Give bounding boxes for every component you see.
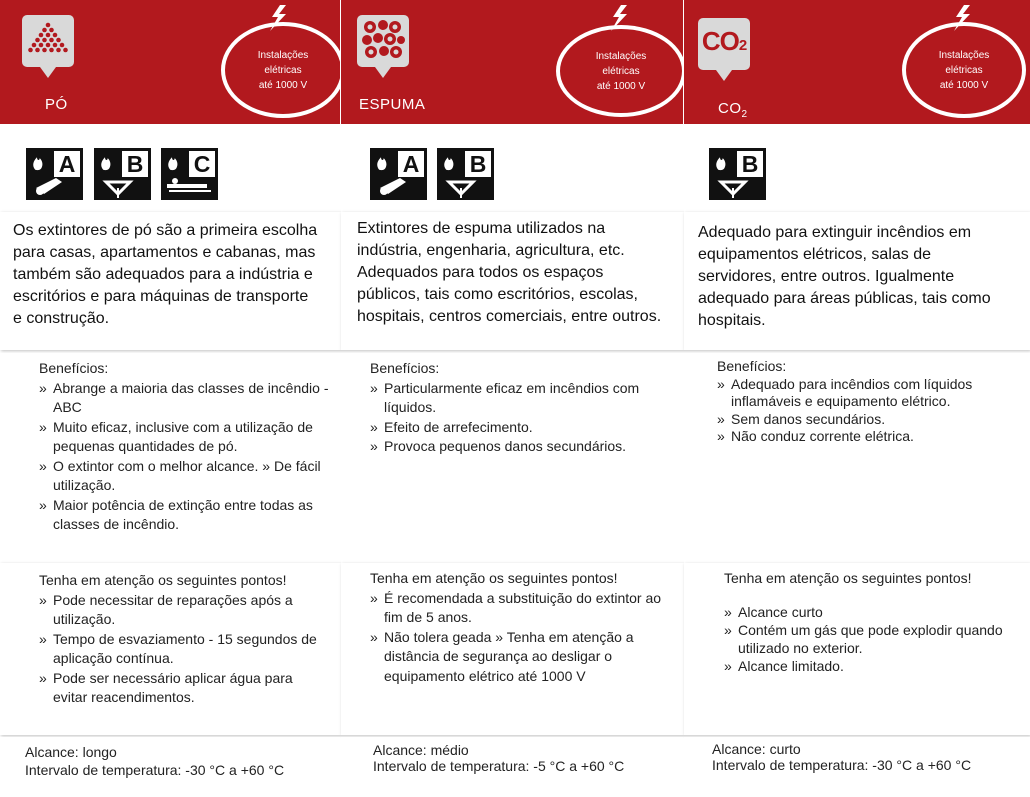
fire-class-c-icon: C	[161, 148, 218, 200]
co2-temperature: Intervalo de temperatura: -30 °C a +60 °C	[712, 757, 972, 773]
foam-benefits-title: Benefícios:	[370, 360, 440, 376]
co2-benefits-list	[717, 376, 1017, 446]
powder-range: Alcance: longo	[25, 744, 117, 760]
benefit-item: » Efeito de arrefecimento.	[370, 418, 670, 438]
fire-class-b-icon: B	[94, 148, 151, 200]
benefit-item: » Maior potência de extinção entre todas as classes de incêndio.	[39, 496, 331, 535]
column-co2	[684, 0, 1030, 797]
benefit-item: » Particularmente eficaz em incêndios com líquidos.	[370, 379, 670, 418]
co2-description-box	[684, 212, 1030, 350]
co2-notes-list	[724, 603, 1019, 675]
foam-header	[341, 0, 683, 124]
note-item: » Não tolera geada » Tenha em atenção a distância de segurança ao desligar o equipamento elétrico até 1000 V	[370, 628, 670, 687]
note-item: » É recomendada a substituição do extintor ao fim de 5 anos.	[370, 589, 670, 628]
benefit-item: » Provoca pequenos danos secundários.	[370, 437, 670, 457]
column-powder	[0, 0, 341, 797]
benefit-item: » Adequado para incêndios com líquidos inflamáveis e equipamento elétrico.	[717, 376, 1017, 411]
powder-description: Os extintores de pó são a primeira escolha para casas, apartamentos e cabanas, mas também são adequados para a indústria e escritórios e para máquinas de transporte e construção.	[13, 222, 318, 327]
foam-specs-box	[341, 737, 684, 797]
fire-class-b-icon: B	[709, 148, 766, 200]
powder-notes-box	[0, 563, 341, 735]
co2-specs-box	[684, 737, 1030, 797]
foam-notes-box	[341, 563, 684, 735]
powder-fire-classes	[0, 124, 341, 212]
foam-notes-title: Tenha em atenção os seguintes pontos!	[370, 570, 618, 586]
co2-benefits-box	[684, 353, 1030, 563]
co2-notes-title: Tenha em atenção os seguintes pontos!	[724, 570, 972, 586]
foam-temperature: Intervalo de temperatura: -5 °C a +60 °C	[373, 758, 625, 774]
powder-notes-list	[39, 591, 329, 708]
fire-class-b-icon: B	[437, 148, 494, 200]
powder-benefits-box	[0, 353, 341, 563]
foam-benefits-box	[341, 353, 684, 563]
co2-description: Adequado para extinguir incêndios em equipamentos elétricos, salas de servidores, entre outros. Igualmente adequado para áreas públicas, tais como hospitais.	[698, 224, 991, 329]
co2-range: Alcance: curto	[712, 741, 801, 757]
note-item: » Alcance curto	[724, 603, 1019, 621]
note-item: » Alcance limitado.	[724, 657, 1019, 675]
co2-header	[684, 0, 1030, 124]
powder-pyramid-icon	[22, 15, 74, 67]
fire-class-a-icon: A	[370, 148, 427, 200]
powder-benefits-list	[39, 379, 331, 535]
benefit-item: » Muito eficaz, inclusive com a utilização de pequenas quantidades de pó.	[39, 418, 331, 457]
co2-badge	[698, 18, 750, 70]
co2-badge-text: CO2	[701, 26, 747, 56]
foam-fire-classes	[341, 124, 684, 212]
column-foam	[341, 0, 684, 797]
foam-notes-list	[370, 589, 670, 687]
powder-type-label: PÓ	[45, 96, 68, 113]
electrical-rating-badge: Instalações elétricas até 1000 V	[556, 25, 686, 117]
powder-specs-box	[0, 737, 341, 797]
note-item: » Pode necessitar de reparações após a utilização.	[39, 591, 329, 630]
co2-notes-box	[684, 563, 1030, 735]
note-item: » Contém um gás que pode explodir quando utilizado no exterior.	[724, 621, 1019, 657]
fire-class-a-icon: A	[26, 148, 83, 200]
powder-header	[0, 0, 340, 124]
foam-benefits-list	[370, 379, 670, 457]
electrical-rating-badge: Instalações elétricas até 1000 V	[902, 22, 1026, 118]
foam-badge	[357, 15, 409, 67]
co2-type-label: $CO_2$	[718, 100, 748, 120]
foam-description: Extintores de espuma utilizados na indústria, engenharia, agricultura, etc. Adequados para todos os espaços públicos, tais como escritórios, escolas, hospitais, centros comerciais, entre outros.	[357, 220, 662, 325]
foam-type-label: ESPUMA	[359, 96, 426, 113]
powder-description-box	[0, 212, 341, 350]
note-item: » Tempo de esvaziamento - 15 segundos de aplicação contínua.	[39, 630, 329, 669]
benefit-item: » Não conduz corrente elétrica.	[717, 428, 1017, 446]
co2-benefits-title: Benefícios:	[717, 358, 787, 374]
powder-benefits-title: Benefícios:	[39, 360, 109, 376]
powder-temperature: Intervalo de temperatura: -30 °C a +60 °C	[25, 762, 285, 778]
powder-badge	[22, 15, 74, 67]
powder-notes-title: Tenha em atenção os seguintes pontos!	[39, 572, 287, 588]
foam-description-box	[341, 212, 684, 350]
foam-range: Alcance: médio	[373, 742, 469, 758]
benefit-item: » Abrange a maioria das classes de incêndio - ABC	[39, 379, 331, 418]
benefit-item: » Sem danos secundários.	[717, 411, 1017, 429]
note-item: » Pode ser necessário aplicar água para evitar reacendimentos.	[39, 669, 329, 708]
benefit-item: » O extintor com o melhor alcance. » De fácil utilização.	[39, 457, 331, 496]
electrical-rating-badge: Instalações elétricas até 1000 V	[221, 22, 345, 118]
foam-bubbles-icon	[357, 15, 409, 67]
co2-fire-classes	[684, 124, 1030, 212]
